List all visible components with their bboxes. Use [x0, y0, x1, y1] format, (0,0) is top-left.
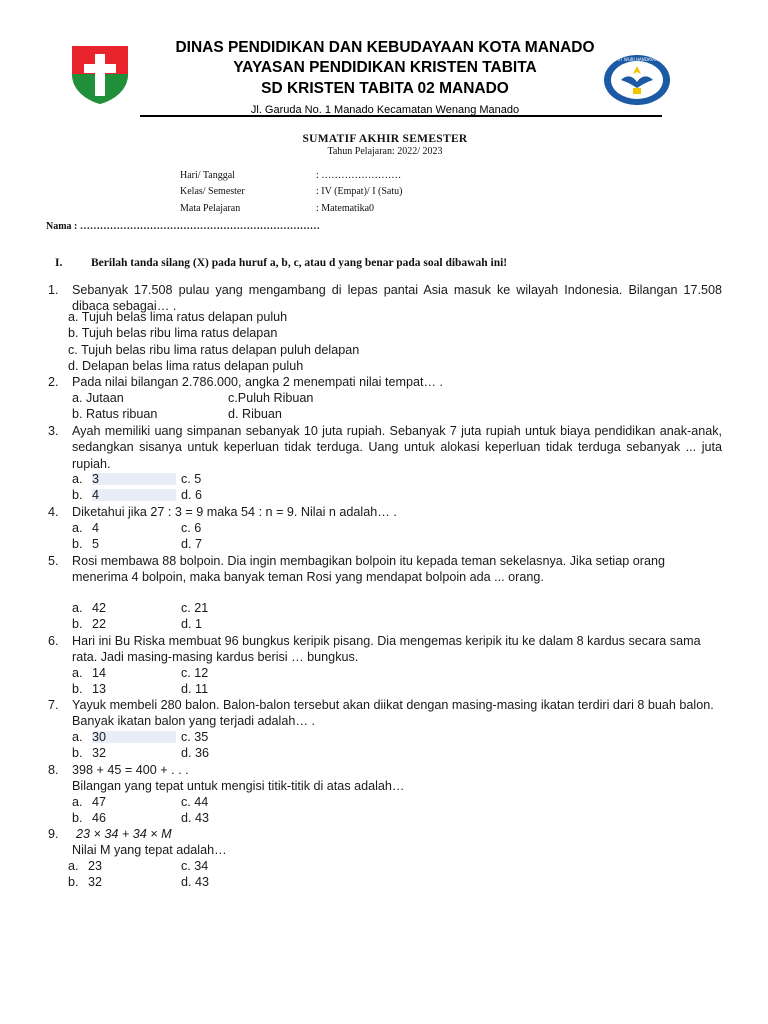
answer-option[interactable]: c. Tujuh belas ribu lima ratus delapan puluh delapan — [68, 343, 360, 357]
logo-motto: TUT WURI HANDAYANI — [614, 57, 660, 62]
answer-option[interactable] — [72, 520, 99, 536]
question-text: Pada nilai bilangan 2.786.000, angka 2 menempati nilai tempat… . — [72, 375, 444, 389]
answer-option[interactable]: d. 6 — [181, 488, 203, 502]
tut-wuri-handayani-logo — [603, 54, 671, 106]
question-number: 4. — [48, 505, 59, 519]
option-value: 47 — [92, 795, 107, 809]
question-text: Bilangan yang tepat untuk mengisi titik-titik di atas adalah… — [72, 779, 405, 793]
question-text: Hari ini Bu Riska membuat 96 bungkus keripik pisang. Dia mengemas keripik itu ke dalam 8 kardus secara sama rata. Jadi masing-masing kardus berisi … bungkus. — [72, 634, 701, 665]
exam-title: SUMATIF AKHIR SEMESTER — [302, 133, 468, 145]
question-text: 398 + 45 = 400 + . . . — [72, 763, 189, 777]
option-letter: b. — [72, 617, 83, 631]
option-value: 22 — [92, 617, 107, 631]
option-letter: a. — [72, 795, 83, 809]
answer-option[interactable] — [72, 794, 106, 810]
option-letter: b. — [68, 875, 79, 889]
answer-option[interactable]: d. 43 — [181, 811, 210, 825]
answer-option[interactable] — [68, 858, 102, 874]
foundation-name: YAYASAN PENDIDIKAN KRISTEN TABITA — [233, 59, 537, 76]
answer-option[interactable] — [72, 665, 106, 681]
answer-option[interactable] — [72, 536, 99, 552]
question-text: Diketahui jika 27 : 3 = 9 maka 54 : n = 9. Nilai n adalah… . — [72, 505, 397, 519]
answer-option[interactable]: b. Tujuh belas ribu lima ratus delapan — [68, 326, 278, 340]
answer-option[interactable] — [72, 487, 99, 503]
answer-option[interactable]: d. 43 — [181, 875, 210, 889]
answer-option[interactable]: c. 35 — [181, 730, 209, 744]
answer-option[interactable]: c. 44 — [181, 795, 209, 809]
highlight — [92, 489, 176, 501]
option-letter: a. — [72, 521, 83, 535]
answer-option[interactable] — [72, 471, 99, 487]
question-number: 1. — [48, 283, 59, 297]
option-value: 13 — [92, 682, 107, 696]
school-shield-logo — [70, 44, 130, 106]
option-value: 5 — [92, 537, 100, 551]
info-label: Hari/ Tanggal — [180, 170, 235, 181]
answer-option[interactable]: c.Puluh Ribuan — [228, 391, 314, 405]
answer-option[interactable]: d. Delapan belas lima ratus delapan puluh — [68, 359, 304, 373]
info-value: : Matematika0 — [316, 203, 375, 214]
answer-option[interactable]: c. 5 — [181, 472, 202, 486]
answer-option[interactable] — [72, 729, 106, 745]
name-field[interactable]: Nama : ……………………………………………………………… — [46, 221, 320, 232]
answer-option[interactable] — [68, 874, 102, 890]
answer-option[interactable] — [72, 681, 106, 697]
option-letter: b. — [72, 746, 83, 760]
option-value: 14 — [92, 666, 107, 680]
answer-option[interactable] — [72, 616, 106, 632]
agency-name: DINAS PENDIDIKAN DAN KEBUDAYAAN KOTA MANADO — [175, 39, 595, 56]
option-value: 30 — [92, 730, 107, 744]
answer-option[interactable]: b. Ratus ribuan — [72, 407, 158, 421]
option-value: 32 — [92, 746, 107, 760]
question-number: 5. — [48, 554, 59, 568]
answer-option[interactable] — [72, 600, 106, 616]
question-number: 9. — [48, 827, 59, 841]
answer-option[interactable]: a. Jutaan — [72, 391, 124, 405]
question-text: 23 × 34 + 34 × M — [76, 827, 172, 841]
instruction-text: Berilah tanda silang (X) pada huruf a, b, c, atau d yang benar pada soal dibawah ini! — [91, 257, 508, 269]
answer-option[interactable]: d. 36 — [181, 746, 210, 760]
answer-option[interactable]: a. Tujuh belas lima ratus delapan puluh — [68, 310, 288, 324]
question-number: 3. — [48, 424, 59, 438]
answer-option[interactable]: c. 34 — [181, 859, 209, 873]
option-value: 46 — [92, 811, 107, 825]
option-letter: a. — [72, 730, 83, 744]
answer-option[interactable]: d. 11 — [181, 682, 209, 696]
question-number: 6. — [48, 634, 59, 648]
question-text: Ayah memiliki uang simpanan sebanyak 10 juta rupiah. Sebanyak 7 juta rupiah untuk biaya pendidikan anak-anak, sedangkan sisanya untuk keperluan tidak terduga. Uang untuk alokasi keperluan tidak terduga sebanyak ... juta rupiah. — [72, 424, 722, 471]
option-value: 23 — [88, 859, 103, 873]
option-value: 42 — [92, 601, 107, 615]
answer-option[interactable]: c. 21 — [181, 601, 209, 615]
question-text: Nilai M yang tepat adalah… — [72, 843, 227, 857]
school-name: SD KRISTEN TABITA 02 MANADO — [261, 80, 509, 97]
info-value[interactable]: : …………………… — [316, 170, 402, 181]
option-value: 4 — [92, 521, 100, 535]
question-text: Rosi membawa 88 bolpoin. Dia ingin membagikan bolpoin itu kepada teman sekelasnya. Jika setiap orang menerima 4 bolpoin, maka banyak teman Rosi yang mendapat bolpoin ada ... orang. — [72, 554, 665, 585]
question-text: Sebanyak 17.508 pulau yang mengambang di lepas pantai Asia masuk ke wilayah Indonesia. Bilangan 17.508 dibaca sebagai… . — [72, 283, 722, 314]
answer-option[interactable] — [72, 745, 106, 761]
question-number: 2. — [48, 375, 59, 389]
option-letter: a. — [68, 859, 79, 873]
question-number: 7. — [48, 698, 59, 712]
answer-option[interactable]: c. 12 — [181, 666, 209, 680]
option-value: 4 — [92, 488, 100, 502]
option-value: 32 — [88, 875, 103, 889]
exam-year: Tahun Pelajaran: 2022/ 2023 — [327, 146, 443, 157]
option-letter: b. — [72, 682, 83, 696]
info-label: Kelas/ Semester — [180, 186, 245, 197]
letterhead-rule — [140, 115, 662, 117]
highlight — [92, 473, 176, 485]
answer-option[interactable]: d. Ribuan — [228, 407, 282, 421]
school-address: Jl. Garuda No. 1 Manado Kecamatan Wenang Manado — [250, 104, 520, 116]
section-instruction — [55, 257, 507, 269]
option-letter: a. — [72, 472, 83, 486]
option-letter: b. — [72, 537, 83, 551]
letterhead — [140, 38, 630, 119]
option-letter: b. — [72, 488, 83, 502]
section-number: I. — [55, 257, 63, 269]
answer-option[interactable]: c. 6 — [181, 521, 202, 535]
option-value: 3 — [92, 472, 100, 486]
info-value: : IV (Empat)/ I (Satu) — [316, 186, 403, 197]
option-letter: b. — [72, 811, 83, 825]
option-letter: a. — [72, 601, 83, 615]
answer-option[interactable]: d. 7 — [181, 537, 203, 551]
info-label: Mata Pelajaran — [180, 203, 241, 214]
question-number: 8. — [48, 763, 59, 777]
option-letter: a. — [72, 666, 83, 680]
answer-option[interactable] — [72, 810, 106, 826]
answer-option[interactable]: d. 1 — [181, 617, 203, 631]
question-text: Yayuk membeli 280 balon. Balon-balon tersebut akan diikat dengan masing-masing ikatan terdiri dari 8 buah balon. Banyak ikatan balon yang terjadi adalah… . — [72, 698, 714, 729]
